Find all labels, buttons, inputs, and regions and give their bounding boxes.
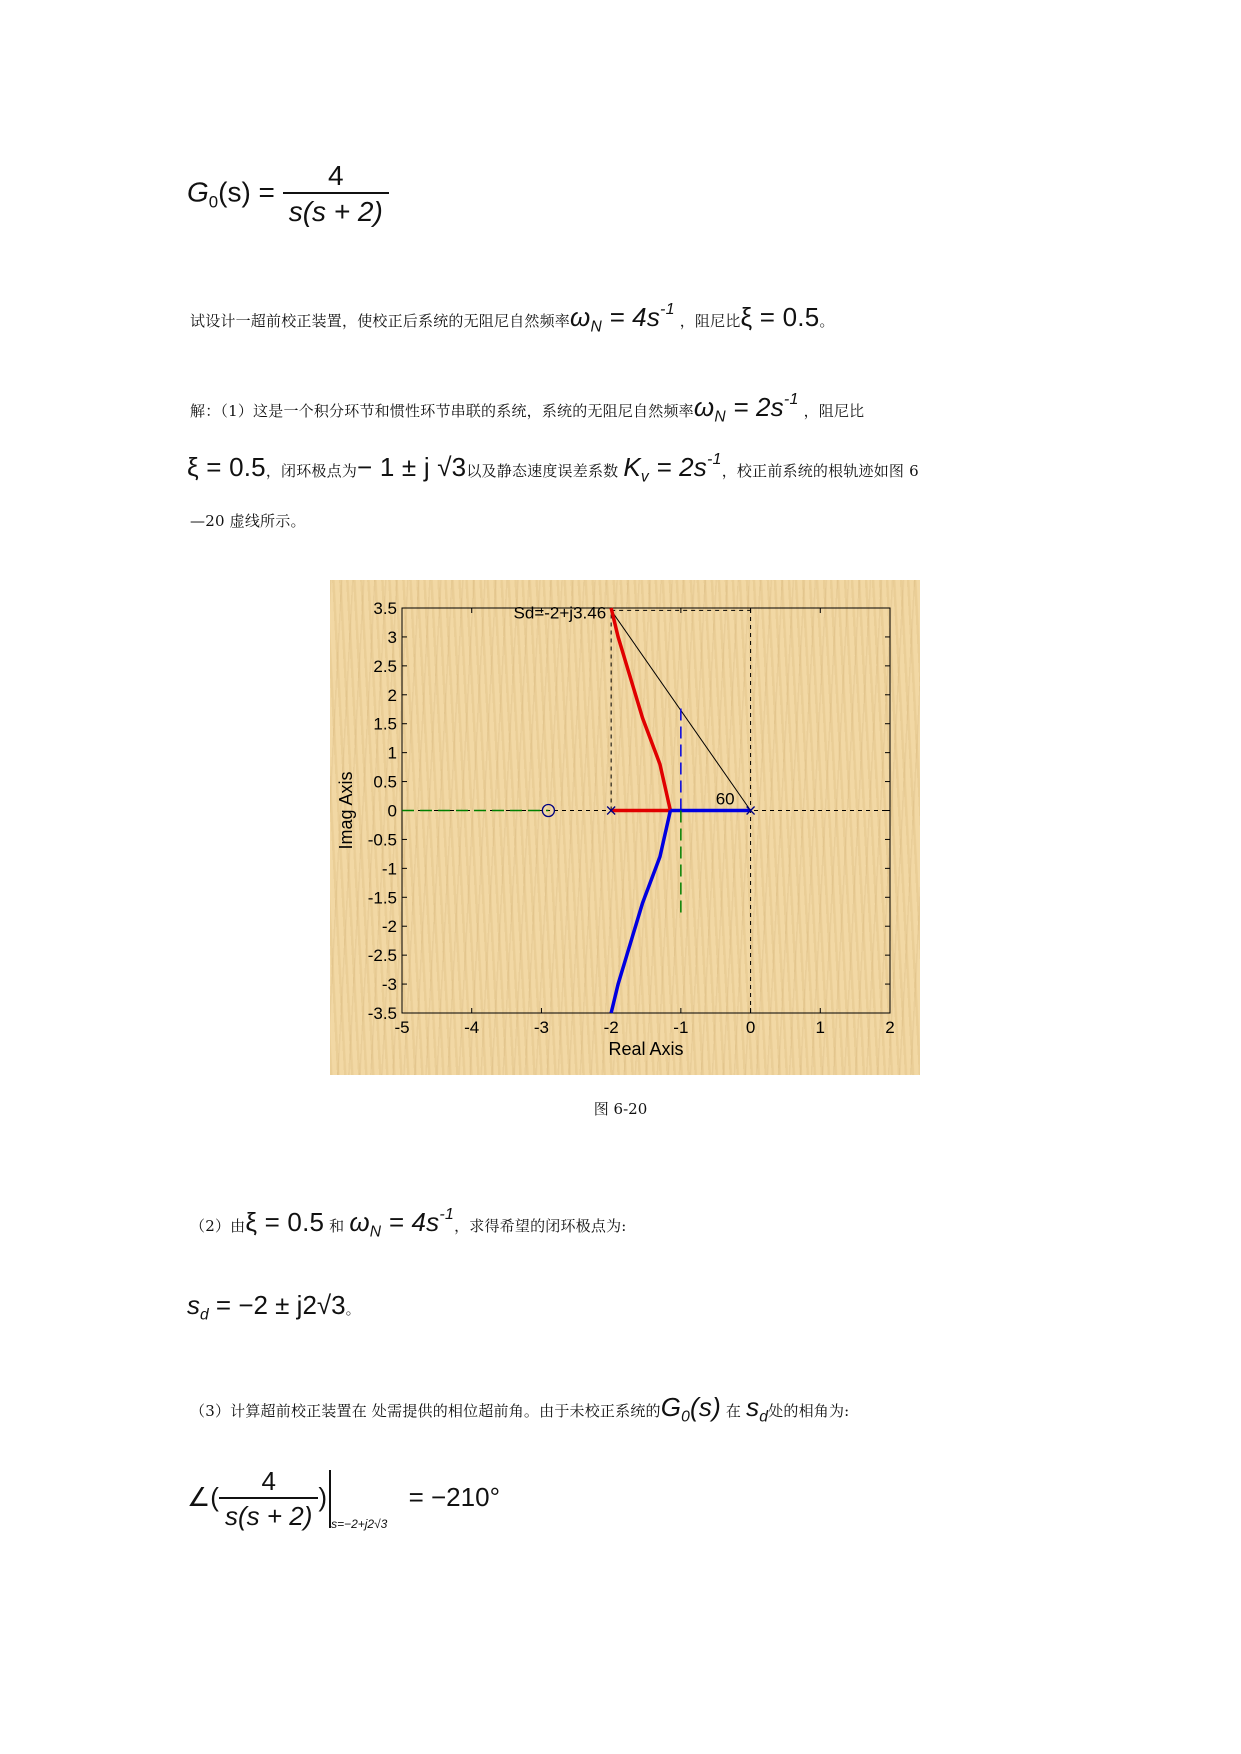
p2-text2: ，阻尼比 xyxy=(803,402,865,421)
p1-text1: 试设计一超前校正装置，使校正后系统的无阻尼自然频率 xyxy=(190,312,571,331)
y-tick-label: -1 xyxy=(381,859,397,879)
y-tick-label: 1.5 xyxy=(373,714,397,734)
p1-text2: ，阻尼比 xyxy=(679,312,741,331)
y-tick-label: 3.5 xyxy=(373,599,397,618)
eq1-denominator: s(s + 2) xyxy=(283,192,389,228)
locus-branch-1 xyxy=(611,608,670,811)
y-tick-label: -0.5 xyxy=(367,830,397,850)
annotation-angle: 60 xyxy=(715,789,735,809)
p2-omega: $\omega_N = 2s^{-1}$ xyxy=(693,390,799,426)
y-tick-label: -2.5 xyxy=(367,946,397,966)
p5-xi: ξ = 0.5 xyxy=(245,1207,325,1238)
y-tick-label: 1 xyxy=(387,743,397,763)
figure-caption: 图 6-20 xyxy=(593,1100,648,1118)
p3-text2: 以及静态速度误差系数 xyxy=(466,462,619,481)
eq2-rhs: = −2 ± j2√3 xyxy=(208,1290,346,1320)
paragraph-step-3 xyxy=(190,1392,849,1426)
x-tick-label: -1 xyxy=(673,1018,689,1037)
p3-text3: ，校正前系统的根轨迹如图 6 xyxy=(721,462,919,481)
y-tick-label: 0.5 xyxy=(373,772,397,792)
p3-poles: − 1 ± j √3 xyxy=(357,452,467,483)
y-tick-label: -3 xyxy=(381,975,397,995)
p4-text1: —20 虚线所示。 xyxy=(190,512,306,530)
paragraph-solution-1b xyxy=(187,450,919,487)
eq1-arg: (s) = xyxy=(218,176,275,208)
p3-xi: ξ = 0.5 xyxy=(187,452,266,483)
y-tick-label: -2 xyxy=(381,917,397,937)
eq3-condition: s=−2+j2√3 xyxy=(331,1516,388,1531)
eq1-sub: 0 xyxy=(208,192,219,212)
annotation-sd: Sd=-2+j3.46 xyxy=(513,603,607,623)
p1-text3: 。 xyxy=(819,312,835,331)
y-tick-label: -3.5 xyxy=(367,1004,397,1023)
x-tick-label: 1 xyxy=(815,1018,826,1037)
paragraph-step-2 xyxy=(190,1205,627,1242)
paragraph-solution-1 xyxy=(190,390,864,427)
p6-g0: $G_0(s)$ xyxy=(660,1392,721,1426)
eq1-numerator: 4 xyxy=(327,160,344,191)
p3-kv: $K_v = 2s^{-1}$ xyxy=(623,450,722,486)
y-tick-label: 3 xyxy=(387,627,397,647)
p1-xi: ξ = 0.5 xyxy=(740,302,820,333)
x-tick-label: -4 xyxy=(464,1018,480,1037)
eq3-close: ) xyxy=(318,1481,328,1512)
eq2-sub: d xyxy=(200,1306,209,1324)
y-tick-label: 2.5 xyxy=(373,656,397,676)
y-tick-label: 0 xyxy=(387,801,397,821)
root-locus-figure xyxy=(330,580,920,1075)
x-tick-label: -5 xyxy=(394,1018,410,1037)
x-tick-label: -2 xyxy=(603,1018,619,1037)
eq3-fraction xyxy=(219,1466,318,1532)
eq3-numerator: 4 xyxy=(261,1466,276,1496)
eq1-g: G xyxy=(187,176,209,208)
eq2-s: s xyxy=(187,1290,200,1320)
x-tick-label: -3 xyxy=(533,1018,549,1037)
paragraph-design-task xyxy=(190,300,835,337)
p5-text3: ，求得希望的闭环极点为: xyxy=(454,1217,627,1236)
p1-omega: $\omega_N = 4s^{-1}$ xyxy=(570,300,675,336)
eq3-angle: ∠( xyxy=(187,1481,219,1512)
p5-omega: $\omega_N = 4s^{-1}$ xyxy=(349,1205,455,1241)
p5-text1: （2）由 xyxy=(190,1217,246,1236)
y-tick-label: 2 xyxy=(387,685,397,705)
equation-angle xyxy=(187,1466,500,1532)
p2-text1: 解：（1）这是一个积分环节和惯性环节串联的系统，系统的无阻尼自然频率 xyxy=(190,402,694,421)
eq3-rhs: = −210° xyxy=(408,1481,500,1512)
p6-sd: $s_d$ xyxy=(746,1392,769,1426)
paragraph-solution-1c xyxy=(190,510,306,531)
p5-text2: 和 xyxy=(329,1217,345,1236)
root-locus-chart xyxy=(330,580,920,1075)
equation-g0 xyxy=(187,160,389,228)
locus-branch-3 xyxy=(611,811,670,1014)
equation-sd xyxy=(187,1290,361,1324)
eq3-denominator: s(s + 2) xyxy=(219,1497,318,1532)
p3-text1: ，闭环极点为 xyxy=(265,462,358,481)
x-tick-label: 0 xyxy=(745,1018,756,1037)
x-tick-label: 2 xyxy=(885,1018,895,1037)
eq2-end: 。 xyxy=(345,1301,361,1318)
x-axis-label: Real Axis xyxy=(608,1039,684,1059)
p6-text3: 处的相角为: xyxy=(768,1402,850,1420)
y-axis-label: Imag Axis xyxy=(336,771,356,850)
y-tick-label: -1.5 xyxy=(367,888,397,908)
eq1-fraction xyxy=(283,160,389,228)
p6-text2: 在 xyxy=(725,1402,742,1420)
p6-text1: （3）计算超前校正装置在 处需提供的相位超前角。由于未校正系统的 xyxy=(190,1402,661,1420)
